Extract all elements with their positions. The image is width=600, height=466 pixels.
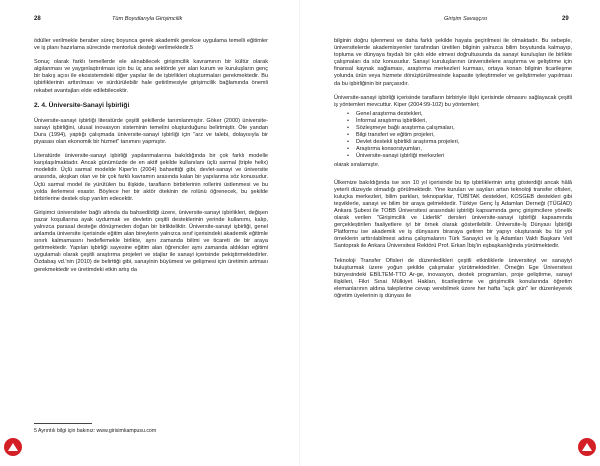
footnote-rule [34,423,92,424]
publisher-logo-icon [578,438,596,456]
paragraph: Literatürde üniversite-sanayi işbirliği yapılanmalarına bakıldığında bir çok farklı modelle karşılaşılmaktadır. Ancak günümüzde de en aktif şekilde kullanılanı üçlü sarmal (triple helix) modelidir. Üçlü sarmal modelde Kiper'in (2004) bahsettiği gibi, devlet-sanayi ve üniversite arasında, akışkan olan ve bir çok farklı kavramın arasında kalan bir yapılanma söz konusudur. Üçlü sarmal model ile yürütülen bu ilişkide, tarafların birbirlerinin rollerini üstlenmesi ve bu yolda ilerlemesi esastır. Böylece her bir aktör ötekinin de rolünü öğrenecek, bu şekilde birbirlerine destek olup yarılım edecektir. [34,153,268,202]
paragraph: Üniversite-sanayi işbirliği içerisinde tarafların birbiriyle ilişki içerisinde olmasını sağlayacak çeşitli iş yöntemleri mevcuttur. Kiper (2004:99-102) bu yöntemleri; [334,94,572,108]
list-item: • Bilgi transferi ve eğitim projeleri, [356,132,572,139]
list-item: • Üniversite-sanayi işbirliği merkezleri [356,153,572,160]
list-item: • İnformal araştırma işbirlikleri, [356,118,572,125]
footnote: 5 Ayrıntılı bilgi için bakınız: www.girisimkampusu.com [34,428,157,434]
paragraph: Sonuç olarak farklı temellerde ele alınabilecek girişimcilik kavramının bir kültür olarak algılanması ve yaygınlaştırılması için bu üç ana sektörde yer alan kurum ve kuruluşların genç bir bakış açısı ile ekosistemdeki diğer yapılar ile de işbirlikleri oluşturmaları gerekmektedir. Bu işbirliklerinin arttırılması ve sürdürülebilir hale getirilmesiyle girişimcilik bağlamında önemli rekabet avantajları elde edilebilecektir. [34,59,268,94]
text-column [34,38,268,281]
publisher-logo-icon [4,438,22,456]
paragraph: Teknoloji Transfer Ofisleri de düzenledikleri çeşitli etkinliklerle üniversiteyi ve sanayiyi buluşturmak üzere yoğun şekilde çalışmalar yürütmektedirler. Örneğin Ege Üniversitesi bünyesindeki EBİLTEM-TTO Ar-ge, inovasyon, destek programları, proje geliştirme, sanayi ilişkileri, Fikri Sınai Mülkiyet Hakları, ticarileştirme ve girişimcilik konularında öğretim elemanlarının aldına taleplerine cevap verebilmek üzere her hafta "açık gün" ler düzenleyerek öğretim üyelerinin iş dünyası ile [334,257,572,299]
right-page [310,0,600,466]
running-title: Tüm Boyutlarıyla Girişimcilik [112,16,183,22]
paragraph: olarak sıralamıştır. [334,161,380,168]
list-item: • Devlet destekli işbirlikli araştırma projeleri, [356,139,572,146]
running-title: Girişim Savaşçısı [444,16,488,22]
paragraph: ödüller verilmekle beraber süreç boyunca gerek akademik gerekse uygulama temelli eğitimler ve iş planı hazırlama sürecinde mentorluk desteği verilmektedir.5 [34,38,268,52]
list-item: • Sözleşmeye bağlı araştırma çalışmaları, [356,125,572,132]
paragraph: bilginin doğru işlenmesi ve daha farklı şekilde hayata geçirilmesi ile olmaktadır. Bu sebeple, üniversitelerde akademisyenler tarafından üretilen bilginin yalnızca bilim boyutunda kalmayıp, topluma ve dünyaya faydalı bir çıktı elde etmesi doğrultusunda da sanayi kuruluşları ile birlikte çalışmaları da söz konusudur. Sanayi kuruluşlarının üniversitelere araştırma ve geliştirme için finansal kaynak sağlaması, araştırma merkezleri kurması, ortaya konan bilginin ticarileşme yolunda ürün veya hizmete dönüştürülmesinde kapasite iyileştirmeler ve geliştirmeler yapılması da bu işbirliğinin bir parçasıdır. [334,38,572,87]
left-page [0,0,290,466]
paragraph: Ülkemize bakıldığında ise son 10 yıl içerisinde bu tip işbirliklerinin artış gösterdiği ancak hâlâ yeterli düzeyde olmadığı görülmektedir. Yine kuruları ve sayıları artan teknoloji transfer ofisleri, kuluçka merkezleri, bilim parkları, teknoparklar, TÜBİTAK destekleri, KOSGEB destekleri gibi teşviklerle, sanayi ve bilim bir araya gelmektedir. Türkiye Genç İş Adamları Derneği (TÜGİAD) Ankara Şubesi ile TOBB Üniversitesi arasındaki işbirliği kapsamında genç girişimcilere yönelik olarak verilen "Girişimcilik ve Liderlik" dersleri üniversite-sanayi işbirliği kapsamında gerçekleştirilen faaliyetlere iyi bir örnek olarak gösterilebilir. Üniversite-İş Dünyası İşbirliği Platformu ise akademik ve iş dünyasını biraraya getiren bir yapıyı oluşturarak bu tür yol örneklerin arttırılabilmesi adına çalışmalarını Türk Sanayici ve İş Adamları Vakfı Başkanı Veli Santoprak ile Ankara Üniversitesi Rektörü Prof. Erkan İbiş'in eşbaşkanlığında yürütmektedir. [334,179,572,250]
paragraph: Üniversite-sanayi işbirliği literatürde çeşitli şekillerde tanımlanmıştır. Göker (2000) üniversite-sanayi işbirliğini, ulusal inovasyon sisteminin temelini oluşturduğunu belirtmiştir. Öte yandan Dura (1994), yaptığı çalışmada üniversite-sanayi işbirliği için "arz ve talebi, dolayısıyla bir piyasası olan ekonomik bir hizmet" tanımını yapmıştır. [34,117,268,146]
page-gutter [299,0,300,466]
list-item: • Araştırma konsorsiyumları, [356,146,572,153]
page-number: 29 [562,16,569,22]
page-number: 28 [34,16,41,22]
list-item: • Genel araştırma destekleri, [356,111,572,118]
text-column [334,38,572,307]
paragraph: Girişimci üniversiteler bağlı altında da bahsedildiği üzere, üniversite-sanayi işbirlikleri, değişen pazar koşullarına ayak uydurmak ve devletin çeşitli desteklerinin yerinde kullanımı, kalıp, yalnızca parasal desteğe dönüşmeden doğan bir birlikteliktir. Üniversite-sanayi işbirliği, genel anlamda üniversite içerisinde eğitim alan bireylerin yalnızca sınıf içerisindeki akademik eğitimle sınırlı kalmamasını hedeflemekle birlikte, aynı zamanda bilimi ve ticareti de bir araya getirmektedir. Yapılan işbirliği sayesine eğitim alan öğrenciler aynı zamanda aldıkları eğitimi uygulamalı olarak çeşitli araştırma projeleri ve stajlar ile sanayi içerisinde pekiştirmektedirler. Özdabaş vd.'nin (2010) de belirttiği gibi, sanayinin büyümesi ve gelişmesi için üretimin artması gerekmektedir ve üretimdeki etkin artış da [34,209,268,273]
method-list [334,111,572,161]
section-heading: 2. 4. Üniversite-Sanayi İşbirliği [34,101,130,109]
